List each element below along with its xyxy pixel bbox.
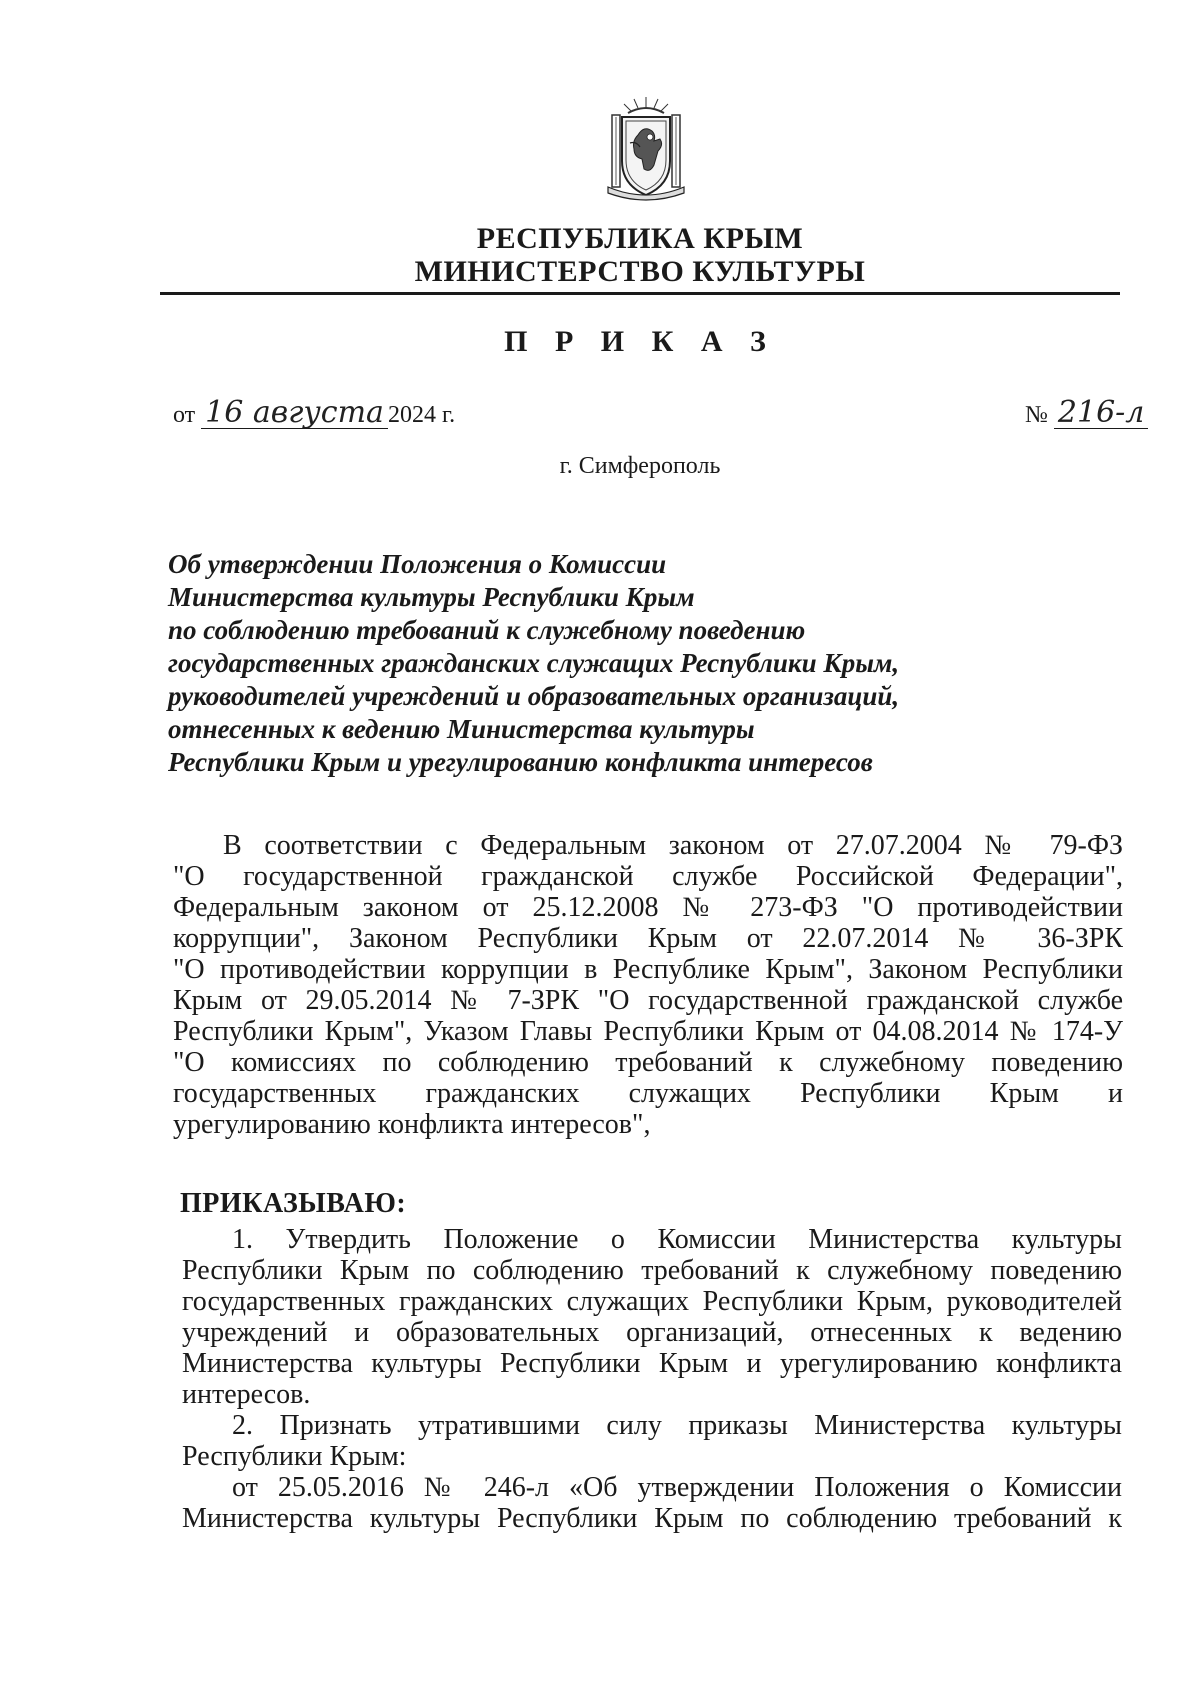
preamble-line: "О комиссиях по соблюдению требований к служебному поведению <box>173 1047 1123 1078</box>
subject-line: государственных гражданских служащих Республики Крым, <box>168 648 900 678</box>
crimea-coat-of-arms-icon <box>604 95 688 205</box>
date-handwritten: 16 августа <box>201 398 388 429</box>
order-number <box>1025 395 1148 430</box>
subject-line: по соблюдению требований к служебному поведению <box>168 615 806 645</box>
order-city: г. Симферополь <box>559 453 721 479</box>
decree-line: государственных гражданских служащих Республики Крым, руководителей <box>182 1286 1122 1317</box>
subject-line: Республики Крым и урегулированию конфликта интересов <box>168 747 873 777</box>
preamble-line: государственных гражданских служащих Республики Крым и <box>173 1078 1123 1109</box>
preamble-line: "О противодействии коррупции в Республике Крым", Законом Республики <box>173 954 1123 985</box>
date-prefix: от <box>173 402 196 428</box>
header-ministry: МИНИСТЕРСТВО КУЛЬТУРЫ <box>414 255 866 288</box>
decree-heading: ПРИКАЗЫВАЮ: <box>180 1188 407 1219</box>
decree-line: Республики Крым по соблюдению требований к служебному поведению <box>182 1255 1122 1286</box>
document-header <box>160 222 1120 288</box>
decree-line: от 25.05.2016 № 246-л «Об утверждении Положения о Комиссии <box>232 1472 1122 1503</box>
preamble-line: Федеральным законом от 25.12.2008 № 273-ФЗ "О противодействии <box>173 892 1123 923</box>
decree-line: Министерства культуры Республики Крым и урегулированию конфликта <box>182 1348 1122 1379</box>
decree-line: Республики Крым: <box>182 1441 407 1472</box>
decree-line: учреждений и образовательных организаций, отнесенных к ведению <box>182 1317 1122 1348</box>
number-handwritten: 216-л <box>1054 398 1149 429</box>
order-subject <box>168 548 1068 779</box>
subject-line: Об утверждении Положения о Комиссии <box>168 549 667 579</box>
decree-line: 2. Признать утратившими силу приказы Министерства культуры <box>232 1410 1122 1441</box>
date-suffix: 2024 г. <box>387 402 456 428</box>
order-date <box>173 395 456 430</box>
header-republic: РЕСПУБЛИКА КРЫМ <box>476 222 804 255</box>
header-divider <box>160 292 1120 295</box>
preamble-line: Республики Крым", Указом Главы Республики Крым от 04.08.2014 № 174-У <box>173 1016 1123 1047</box>
preamble-line: Крым от 29.05.2014 № 7-ЗРК "О государственной гражданской службе <box>173 985 1123 1016</box>
order-title: П Р И К А З <box>504 325 776 358</box>
preamble-line: урегулированию конфликта интересов", <box>173 1109 651 1140</box>
decree-line: 1. Утвердить Положение о Комиссии Министерства культуры <box>232 1224 1122 1255</box>
number-prefix: № <box>1025 402 1048 428</box>
preamble <box>173 830 1123 1140</box>
subject-line: руководителей учреждений и образовательных организаций, <box>168 681 900 711</box>
preamble-line: коррупции", Законом Республики Крым от 22.07.2014 № 36-ЗРК <box>173 923 1123 954</box>
subject-line: Министерства культуры Республики Крым <box>168 582 695 612</box>
decree-line: Министерства культуры Республики Крым по соблюдению требований к <box>182 1503 1122 1534</box>
preamble-line: В соответствии с Федеральным законом от 27.07.2004 № 79-ФЗ <box>223 830 1123 861</box>
decree-line: интересов. <box>182 1379 311 1410</box>
preamble-line: "О государственной гражданской службе Российской Федерации", <box>173 861 1123 892</box>
decree-items <box>182 1224 1122 1534</box>
subject-line: отнесенных к ведению Министерства культуры <box>168 714 755 744</box>
